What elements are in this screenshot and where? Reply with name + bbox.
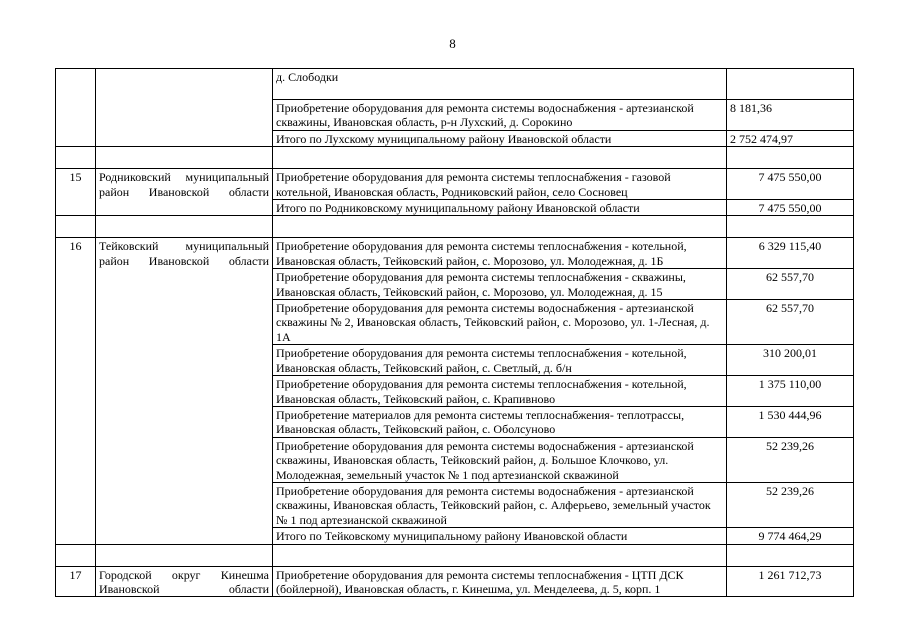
description-cell: Приобретение оборудования для ремонта системы теплоснабжения - котельной, Ивановская область, Тейковский район, с. Светлый, д. б/н	[273, 345, 727, 376]
funding-table	[55, 68, 854, 597]
amount-cell: 310 200,01	[727, 345, 854, 376]
description-cell: Приобретение оборудования для ремонта системы теплоснабжения - котельной, Ивановская область, Тейковский район, с. Морозово, ул. Молодежная, д. 1Б	[273, 238, 727, 269]
table-row	[56, 100, 854, 131]
municipality-name: Городской округ Кинешма Ивановской области	[99, 567, 269, 596]
municipality-cell	[96, 238, 273, 544]
municipality-cell	[96, 169, 273, 216]
description-cell: Приобретение оборудования для ремонта системы теплоснабжения - газовой котельной, Ивановская область, Родниковский район, село Сосновец	[273, 169, 727, 200]
municipality-name: Родниковский муниципальный район Ивановской области	[99, 170, 269, 199]
amount-cell: 1 375 110,00	[727, 376, 854, 407]
description-cell: Приобретение оборудования для ремонта системы водоснабжения - артезианской скважины, Ивановская область, Тейковский район, д. Большое Клочково, ул. Молодежная, земельный участок № 1 под артезианской скважиной	[273, 437, 727, 482]
description-cell: Приобретение оборудования для ремонта системы теплоснабжения - скважины, Ивановская область, Тейковский район, с. Морозово, ул. Молодежная, д. 15	[273, 269, 727, 300]
description-cell: д. Слободки	[273, 69, 727, 100]
description-cell: Приобретение оборудования для ремонта системы теплоснабжения - ЦТП ДСК (бойлерной), Ивановская область, г. Кинешма, ул. Менделеева, д. 5, корп. 1	[273, 566, 727, 597]
description-cell: Приобретение оборудования для ремонта системы водоснабжения - артезианской скважины, Ивановская область, Тейковский район, с. Алферьево, земельный участок № 1 под артезианской скважиной	[273, 482, 727, 527]
table-row	[56, 566, 854, 597]
row-number-cell	[56, 130, 96, 146]
municipality-name: Тейковский муниципальный район Ивановской области	[99, 239, 269, 268]
amount-cell: 62 557,70	[727, 269, 854, 300]
municipality-cell	[96, 130, 273, 146]
amount-cell: 52 239,26	[727, 482, 854, 527]
amount-cell	[727, 69, 854, 100]
amount-cell: 52 239,26	[727, 437, 854, 482]
row-number-cell	[56, 100, 96, 131]
municipality-cell	[96, 69, 273, 100]
table-row	[56, 69, 854, 100]
row-number-cell: 15	[56, 169, 96, 216]
subtotal-description-cell: Итого по Тейковскому муниципальному району Ивановской области	[273, 528, 727, 544]
subtotal-amount-cell: 7 475 550,00	[727, 200, 854, 216]
amount-cell: 6 329 115,40	[727, 238, 854, 269]
row-number-cell: 17	[56, 566, 96, 597]
description-cell: Приобретение материалов для ремонта системы теплоснабжения- теплотрассы, Ивановская область, Тейковский район, с. Оболсуново	[273, 406, 727, 437]
subtotal-description-cell: Итого по Лухскому муниципальному району Ивановской области	[273, 130, 727, 146]
spacer-row	[56, 544, 854, 566]
subtotal-amount-cell: 9 774 464,29	[727, 528, 854, 544]
description-cell: Приобретение оборудования для ремонта системы теплоснабжения - котельной, Ивановская область, Тейковский район, с. Крапивново	[273, 376, 727, 407]
amount-cell: 8 181,36	[727, 100, 854, 131]
municipality-cell	[96, 100, 273, 131]
spacer-row	[56, 216, 854, 238]
municipality-cell	[96, 566, 273, 597]
page-number: 8	[449, 36, 456, 51]
table-row	[56, 238, 854, 269]
description-cell: Приобретение оборудования для ремонта системы водоснабжения - артезианской скважины, Ивановская область, р-н Лухский, д. Сорокино	[273, 100, 727, 131]
spacer-row	[56, 147, 854, 169]
amount-cell: 62 557,70	[727, 300, 854, 345]
table-row	[56, 169, 854, 200]
subtotal-description-cell: Итого по Родниковскому муниципальному району Ивановской области	[273, 200, 727, 216]
table-row	[56, 130, 854, 146]
amount-cell: 1 261 712,73	[727, 566, 854, 597]
row-number-cell	[56, 69, 96, 100]
description-cell: Приобретение оборудования для ремонта системы водоснабжения - артезианской скважины № 2, Ивановская область, Тейковский район, с. Морозово, ул. 1-Лесная, д. 1А	[273, 300, 727, 345]
row-number-cell: 16	[56, 238, 96, 544]
amount-cell: 7 475 550,00	[727, 169, 854, 200]
subtotal-amount-cell: 2 752 474,97	[727, 130, 854, 146]
amount-cell: 1 530 444,96	[727, 406, 854, 437]
